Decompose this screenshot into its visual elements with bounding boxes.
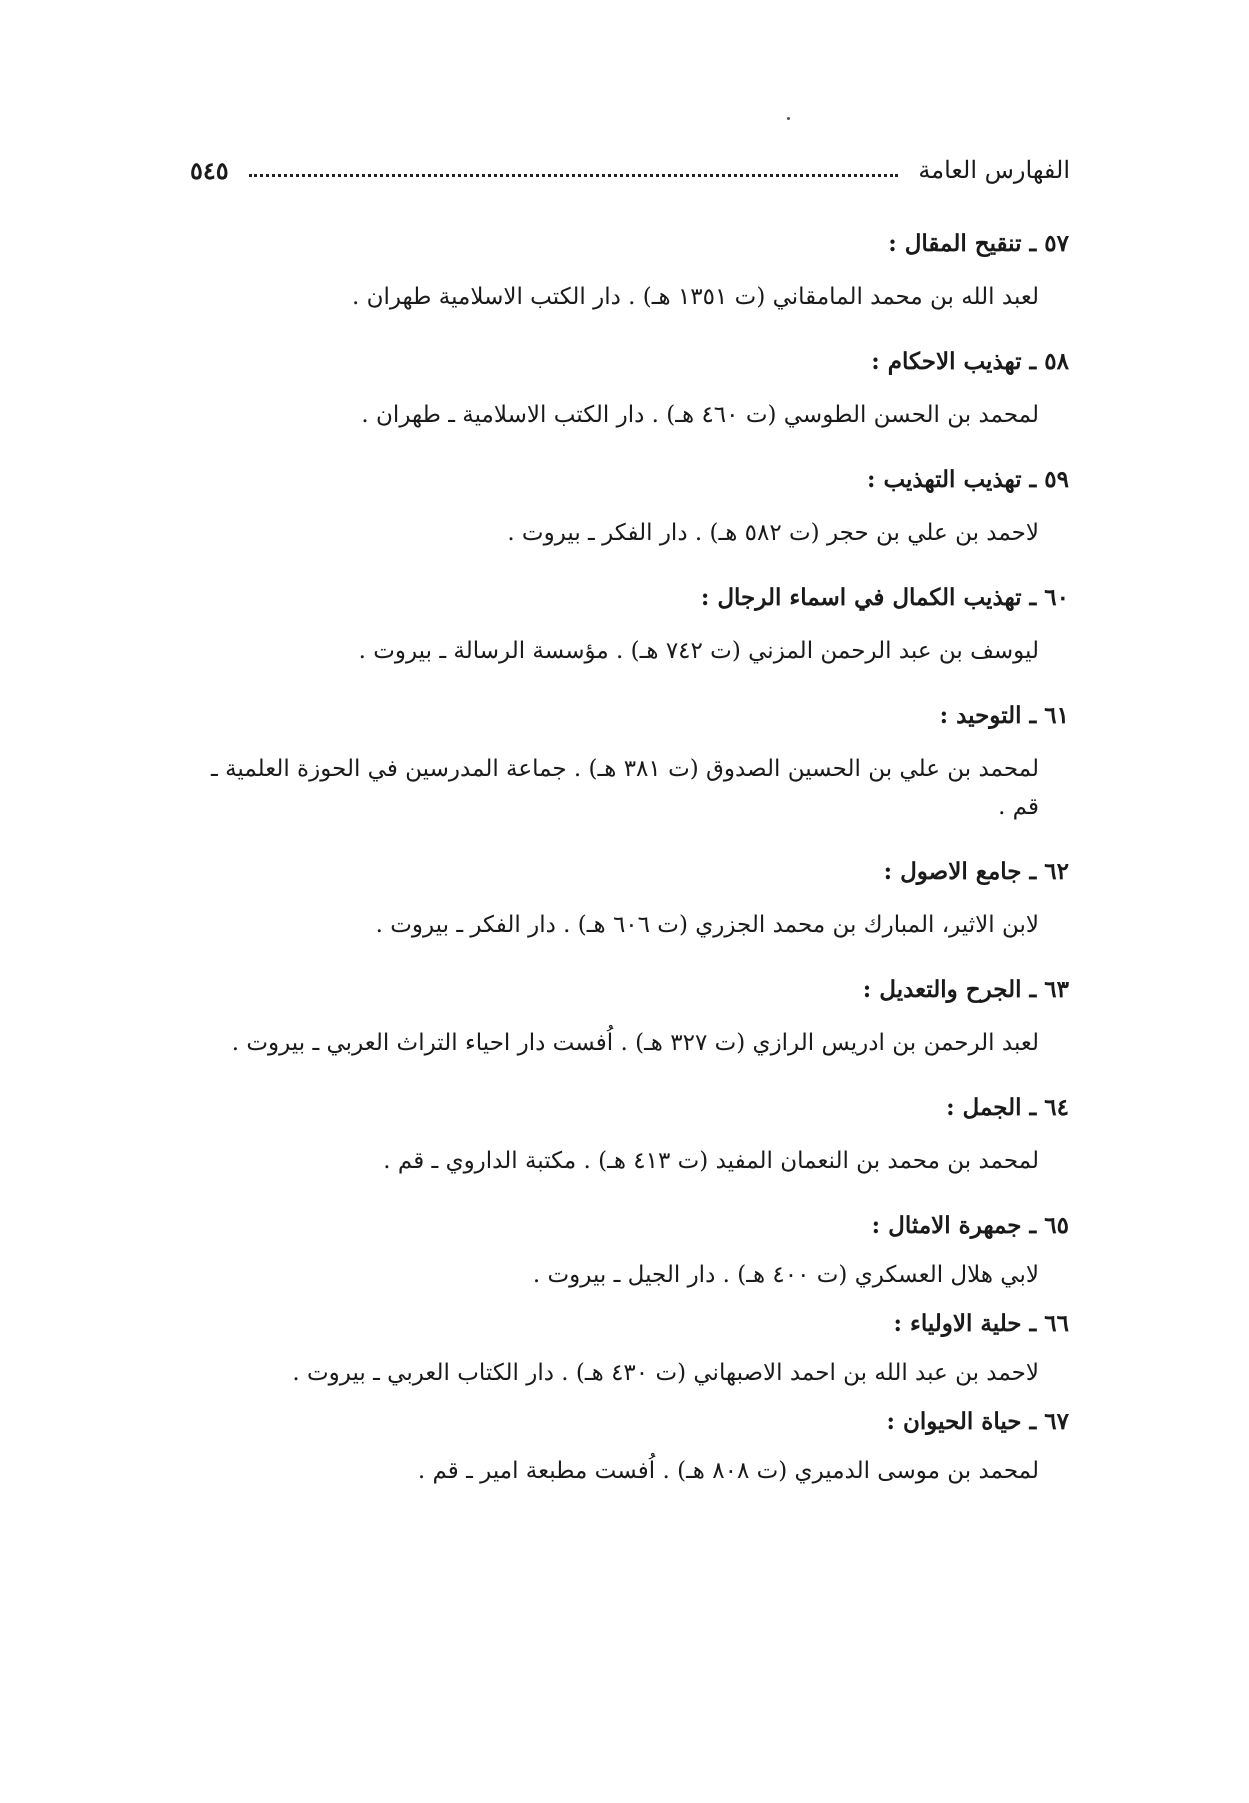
bibliography-entry — [179, 580, 1069, 670]
entry-description: لابي هلال العسكري (ت ٤٠٠ هـ) . دار الجيل ـ بيروت . — [532, 1262, 1039, 1288]
bibliography-entry — [179, 1090, 1069, 1180]
entry-description: لعبد الرحمن بن ادريس الرازي (ت ٣٢٧ هـ) . اُفست دار احياء التراث العربي ـ بيروت . — [231, 1030, 1039, 1056]
bibliography-entry — [179, 1404, 1069, 1490]
bibliography-entry — [179, 698, 1069, 826]
entry-title: ٥٧ ـ تنقيح المقال : — [888, 230, 1069, 257]
bibliography-entry — [179, 854, 1069, 944]
running-header — [190, 150, 1070, 190]
bibliography-entry — [179, 226, 1069, 316]
entry-title: ٥٩ ـ تهذيب التهذيب : — [866, 466, 1069, 493]
entry-title: ٦٦ ـ حلية الاولياء : — [893, 1310, 1069, 1337]
entry-description: لعبد الله بن محمد المامقاني (ت ١٣٥١ هـ) . دار الكتب الاسلامية طهران . — [351, 284, 1039, 310]
bibliography-entry — [179, 972, 1069, 1062]
entry-title: ٦٢ ـ جامع الاصول : — [883, 858, 1069, 885]
entry-description: لاحمد بن علي بن حجر (ت ٥٨٢ هـ) . دار الفكر ـ بيروت . — [507, 520, 1039, 546]
entry-description: ليوسف بن عبد الرحمن المزني (ت ٧٤٢ هـ) . مؤسسة الرسالة ـ بيروت . — [358, 638, 1039, 664]
leader-dots — [249, 174, 899, 177]
entry-description: لمحمد بن موسى الدميري (ت ٨٠٨ هـ) . اُفست مطبعة امير ـ قم . — [417, 1458, 1039, 1484]
bibliography-entry — [179, 344, 1069, 434]
running-title: الفهارس العامة — [918, 156, 1070, 184]
entry-title: ٦٥ ـ جمهرة الامثال : — [871, 1212, 1069, 1239]
entry-title: ٦٠ ـ تهذيب الكمال في اسماء الرجال : — [700, 584, 1069, 611]
entry-title: ٦٧ ـ حياة الحيوان : — [886, 1408, 1069, 1435]
entry-title: ٦٣ ـ الجرح والتعديل : — [862, 976, 1069, 1003]
entry-title: ٦٤ ـ الجمل : — [946, 1094, 1069, 1121]
entry-description: لابن الاثير، المبارك بن محمد الجزري (ت ٦٠٦ هـ) . دار الفكر ـ بيروت . — [375, 912, 1039, 938]
bibliography-entry — [179, 462, 1069, 552]
bibliography-entry — [179, 1306, 1069, 1392]
entry-title: ٦١ ـ التوحيد : — [939, 702, 1069, 729]
entry-description: لمحمد بن الحسن الطوسي (ت ٤٦٠ هـ) . دار الكتب الاسلامية ـ طهران . — [361, 402, 1039, 428]
bibliography-list — [179, 226, 1069, 1502]
entry-description: لاحمد بن عبد الله بن احمد الاصبهاني (ت ٤٣٠ هـ) . دار الكتاب العربي ـ بيروت . — [292, 1360, 1039, 1386]
scan-speck — [787, 117, 790, 120]
entry-title: ٥٨ ـ تهذيب الاحكام : — [871, 348, 1069, 375]
page-number: ٥٤٥ — [190, 155, 229, 185]
bibliography-entry — [179, 1208, 1069, 1294]
entry-description: لمحمد بن محمد بن النعمان المفيد (ت ٤١٣ هـ) . مكتبة الداروي ـ قم . — [383, 1148, 1039, 1174]
entry-description: لمحمد بن علي بن الحسين الصدوق (ت ٣٨١ هـ) . جماعة المدرسين في الحوزة العلمية ـ قم . — [211, 756, 1039, 820]
